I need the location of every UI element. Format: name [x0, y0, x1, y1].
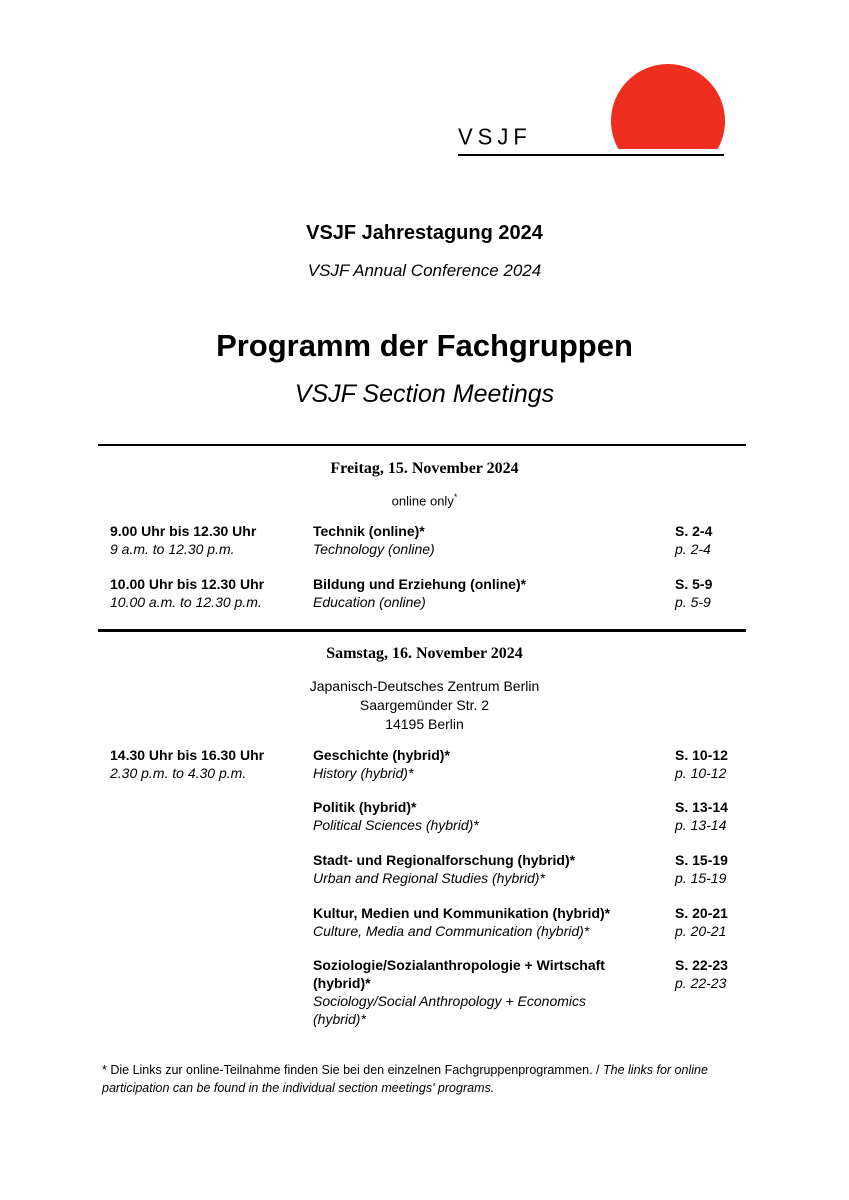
venue-address — [0, 677, 849, 734]
session-name-en-line1: Sociology/Social Anthropology + Economics — [313, 993, 587, 1009]
session-name-en: History (hybrid)* — [313, 765, 414, 781]
logo-text: VSJF — [458, 123, 532, 150]
footnote-en: The links for online participation can be found in the individual section meetings' programs. — [102, 1063, 708, 1095]
session-name-en: Culture, Media and Communication (hybrid)* — [313, 923, 590, 939]
session-time-en: 2.30 p.m. to 4.30 p.m. — [110, 765, 247, 781]
divider-top — [98, 444, 746, 446]
online-only-mark: * — [453, 492, 458, 502]
program-title-en: VSJF Section Meetings — [294, 380, 555, 408]
footnote-de: * Die Links zur online-Teilnahme finden Sie bei den einzelnen Fachgruppenprogrammen. / — [102, 1063, 603, 1077]
session-page: S. 20-21 — [675, 905, 728, 921]
session-page: S. 10-12 — [675, 747, 728, 763]
session-time: 10.00 Uhr bis 12.30 Uhr — [110, 576, 265, 592]
session-page: S. 13-14 — [675, 799, 728, 815]
footnote — [102, 1061, 757, 1097]
session-time-en: 9 a.m. to 12.30 p.m. — [110, 541, 235, 557]
session-name: Technik (online)* — [313, 523, 425, 539]
session-name-en-line2: (hybrid)* — [313, 1011, 366, 1027]
session-name-line1: Soziologie/Sozialanthropologie + Wirtschaft — [313, 957, 605, 973]
program-title: Programm der Fachgruppen — [216, 328, 633, 363]
session-page-en: p. 5-9 — [675, 594, 711, 610]
session-time: 14.30 Uhr bis 16.30 Uhr — [110, 747, 265, 763]
venue-street: Saargemünder Str. 2 — [359, 697, 490, 713]
friday-online-note — [0, 492, 849, 508]
venue-name: Japanisch-Deutsches Zentrum Berlin — [309, 678, 540, 694]
conference-title-en: VSJF Annual Conference 2024 — [307, 261, 542, 280]
logo-sun-disc — [611, 64, 725, 149]
session-page-en: p. 15-19 — [675, 870, 727, 886]
session-page-en: p. 20-21 — [675, 923, 727, 939]
session-page-en: p. 22-23 — [675, 975, 727, 991]
session-time-en: 10.00 a.m. to 12.30 p.m. — [110, 594, 262, 610]
conference-title: VSJF Jahrestagung 2024 — [306, 222, 543, 244]
session-page-en: p. 13-14 — [675, 817, 727, 833]
session-page: S. 22-23 — [675, 957, 728, 973]
session-page: S. 2-4 — [675, 523, 713, 539]
logo-underline — [458, 154, 724, 156]
session-name: Geschichte (hybrid)* — [313, 747, 450, 763]
divider-middle — [98, 629, 746, 632]
session-name-en: Political Sciences (hybrid)* — [313, 817, 479, 833]
session-name-en: Urban and Regional Studies (hybrid)* — [313, 870, 545, 886]
session-name: Politik (hybrid)* — [313, 799, 417, 815]
session-name: Stadt- und Regionalforschung (hybrid)* — [313, 852, 576, 868]
session-page-en: p. 10-12 — [675, 765, 727, 781]
logo-sun — [611, 64, 725, 149]
session-name: Bildung und Erziehung (online)* — [313, 576, 527, 592]
saturday-heading: Samstag, 16. November 2024 — [326, 645, 523, 662]
session-page: S. 15-19 — [675, 852, 728, 868]
session-name-en: Technology (online) — [313, 541, 435, 557]
session-time: 9.00 Uhr bis 12.30 Uhr — [110, 523, 257, 539]
friday-heading: Freitag, 15. November 2024 — [330, 460, 519, 477]
venue-city: 14195 Berlin — [385, 716, 464, 732]
session-page: S. 5-9 — [675, 576, 713, 592]
session-name: Kultur, Medien und Kommunikation (hybrid)* — [313, 905, 611, 921]
session-name-line2: (hybrid)* — [313, 975, 371, 991]
session-name-en: Education (online) — [313, 594, 426, 610]
session-page-en: p. 2-4 — [675, 541, 711, 557]
online-only-text: online only — [391, 493, 454, 509]
